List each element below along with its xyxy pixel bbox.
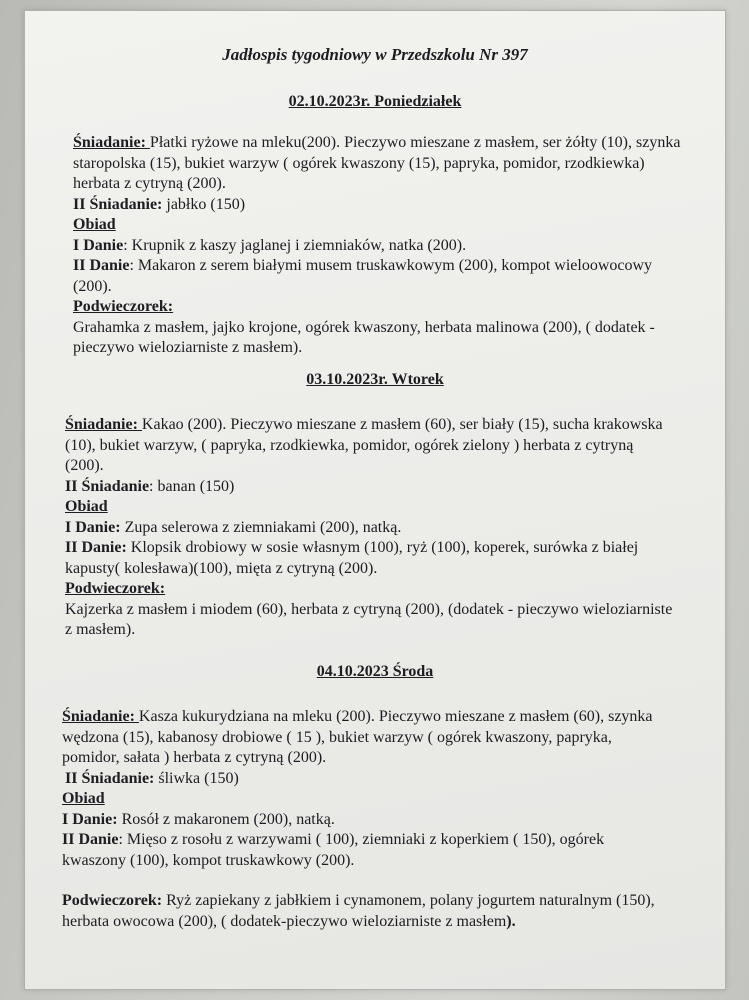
snack-text: Ryż zapiekany z jabłkiem i cynamonem, polany jogurtem naturalnym (150), herbata owocowa (200), ( dodatek-pieczywo wieloziarniste z masłem <box>62 892 655 930</box>
snack-text: Kajzerka z masłem i miodem (60), herbata z cytryną (200), (dodatek - pieczywo wieloziarniste z masłem). <box>65 600 673 638</box>
second-breakfast-entry <box>62 769 672 790</box>
day-menu-wednesday <box>62 707 672 932</box>
spacer <box>62 871 672 891</box>
day-heading-tuesday: 03.10.2023r. Wtorek <box>306 371 444 388</box>
first-course-entry <box>73 236 683 257</box>
second-breakfast-text: jabłko (150) <box>162 195 246 213</box>
lunch-label: Obiad <box>73 216 116 233</box>
first-course-text: : Krupnik z kaszy jaglanej i ziemniaków, natka (200). <box>123 236 467 254</box>
second-breakfast-entry <box>65 477 675 498</box>
second-course-label: II Danie <box>73 257 130 274</box>
snack-label: Podwieczorek: <box>73 298 174 315</box>
first-course-label: I Danie <box>73 236 124 254</box>
snack-text-end: ). <box>506 912 516 930</box>
second-breakfast-label: II Śniadanie: <box>73 195 163 213</box>
second-course-label: II Danie: <box>65 539 127 556</box>
day-heading-wednesday: 04.10.2023 Środa <box>316 663 434 680</box>
snack-label: Podwieczorek: <box>62 892 163 909</box>
day-heading-monday: 02.10.2023r. Poniedziałek <box>288 93 462 110</box>
day-menu-monday <box>73 133 683 359</box>
document-title: Jadłospis tygodniowy w Przedszkolu Nr 397 <box>222 45 528 64</box>
breakfast-entry <box>62 707 672 769</box>
second-course-entry <box>62 830 672 871</box>
second-course-text: Klopsik drobiowy w sosie własnym (100), ryż (100), koperek, surówka z białej kapusty( kolesława)(100), mięta z cytryną (200). <box>65 539 639 577</box>
second-course-text: : Makaron z serem białymi musem truskawkowym (200), kompot wieloowocowy (200). <box>73 257 653 295</box>
second-course-text: : Mięso z rosołu z warzywami ( 100), ziemniaki z koperkiem ( 150), ogórek kwaszony (100), kompot truskawkowy (200). <box>62 831 605 869</box>
second-breakfast-text: śliwka (150) <box>154 769 239 787</box>
second-breakfast-label: II Śniadanie <box>65 477 150 495</box>
breakfast-entry <box>65 415 675 477</box>
breakfast-entry <box>73 133 683 195</box>
first-course-entry <box>62 810 672 831</box>
snack-text: Grahamka z masłem, jajko krojone, ogórek kwaszony, herbata malinowa (200), ( dodatek - pieczywo wieloziarniste z masłem). <box>73 318 655 356</box>
second-breakfast-label: II Śniadanie: <box>65 769 155 787</box>
second-breakfast-text: : banan (150) <box>149 477 235 495</box>
first-course-label: I Danie: <box>62 810 118 828</box>
first-course-entry <box>65 518 675 539</box>
first-course-text: Zupa selerowa z ziemniakami (200), natką. <box>120 518 402 536</box>
breakfast-text: Płatki ryżowe na mleku(200). Pieczywo mieszane z masłem, ser żółty (10), szynka staropolska (15), bukiet warzyw ( ogórek kwaszony (15), papryka, pomidor, rzodkiewka) herbata z cytryną (200). <box>73 134 681 192</box>
snack-label: Podwieczorek: <box>65 580 166 597</box>
breakfast-label: Śniadanie: <box>62 708 139 725</box>
second-course-entry <box>73 256 683 297</box>
second-breakfast-entry <box>73 195 683 216</box>
lunch-label: Obiad <box>62 790 105 807</box>
first-course-text: Rosół z makaronem (200), natką. <box>117 810 335 828</box>
breakfast-text: Kasza kukurydziana na mleku (200). Pieczywo mieszane z masłem (60), szynka wędzona (15), kabanosy drobiowe ( 15 ), bukiet warzyw ( ogórek kwaszony, papryka, pomidor, sałata ) herbata z cytryną (200). <box>62 708 653 766</box>
breakfast-label: Śniadanie: <box>73 134 150 151</box>
snack-entry <box>62 891 672 932</box>
lunch-label: Obiad <box>65 498 108 515</box>
second-course-entry <box>65 538 675 579</box>
breakfast-label: Śniadanie: <box>65 416 142 433</box>
breakfast-text: Kakao (200). Pieczywo mieszane z masłem (60), ser biały (15), sucha krakowska (10), bukiet warzyw, ( papryka, rzodkiewka, pomidor, ogórek zielony ) herbata z cytryną (200). <box>65 416 663 474</box>
day-menu-tuesday <box>65 415 675 641</box>
first-course-label: I Danie: <box>65 518 121 536</box>
second-course-label: II Danie <box>62 831 119 848</box>
menu-sheet <box>24 10 726 990</box>
